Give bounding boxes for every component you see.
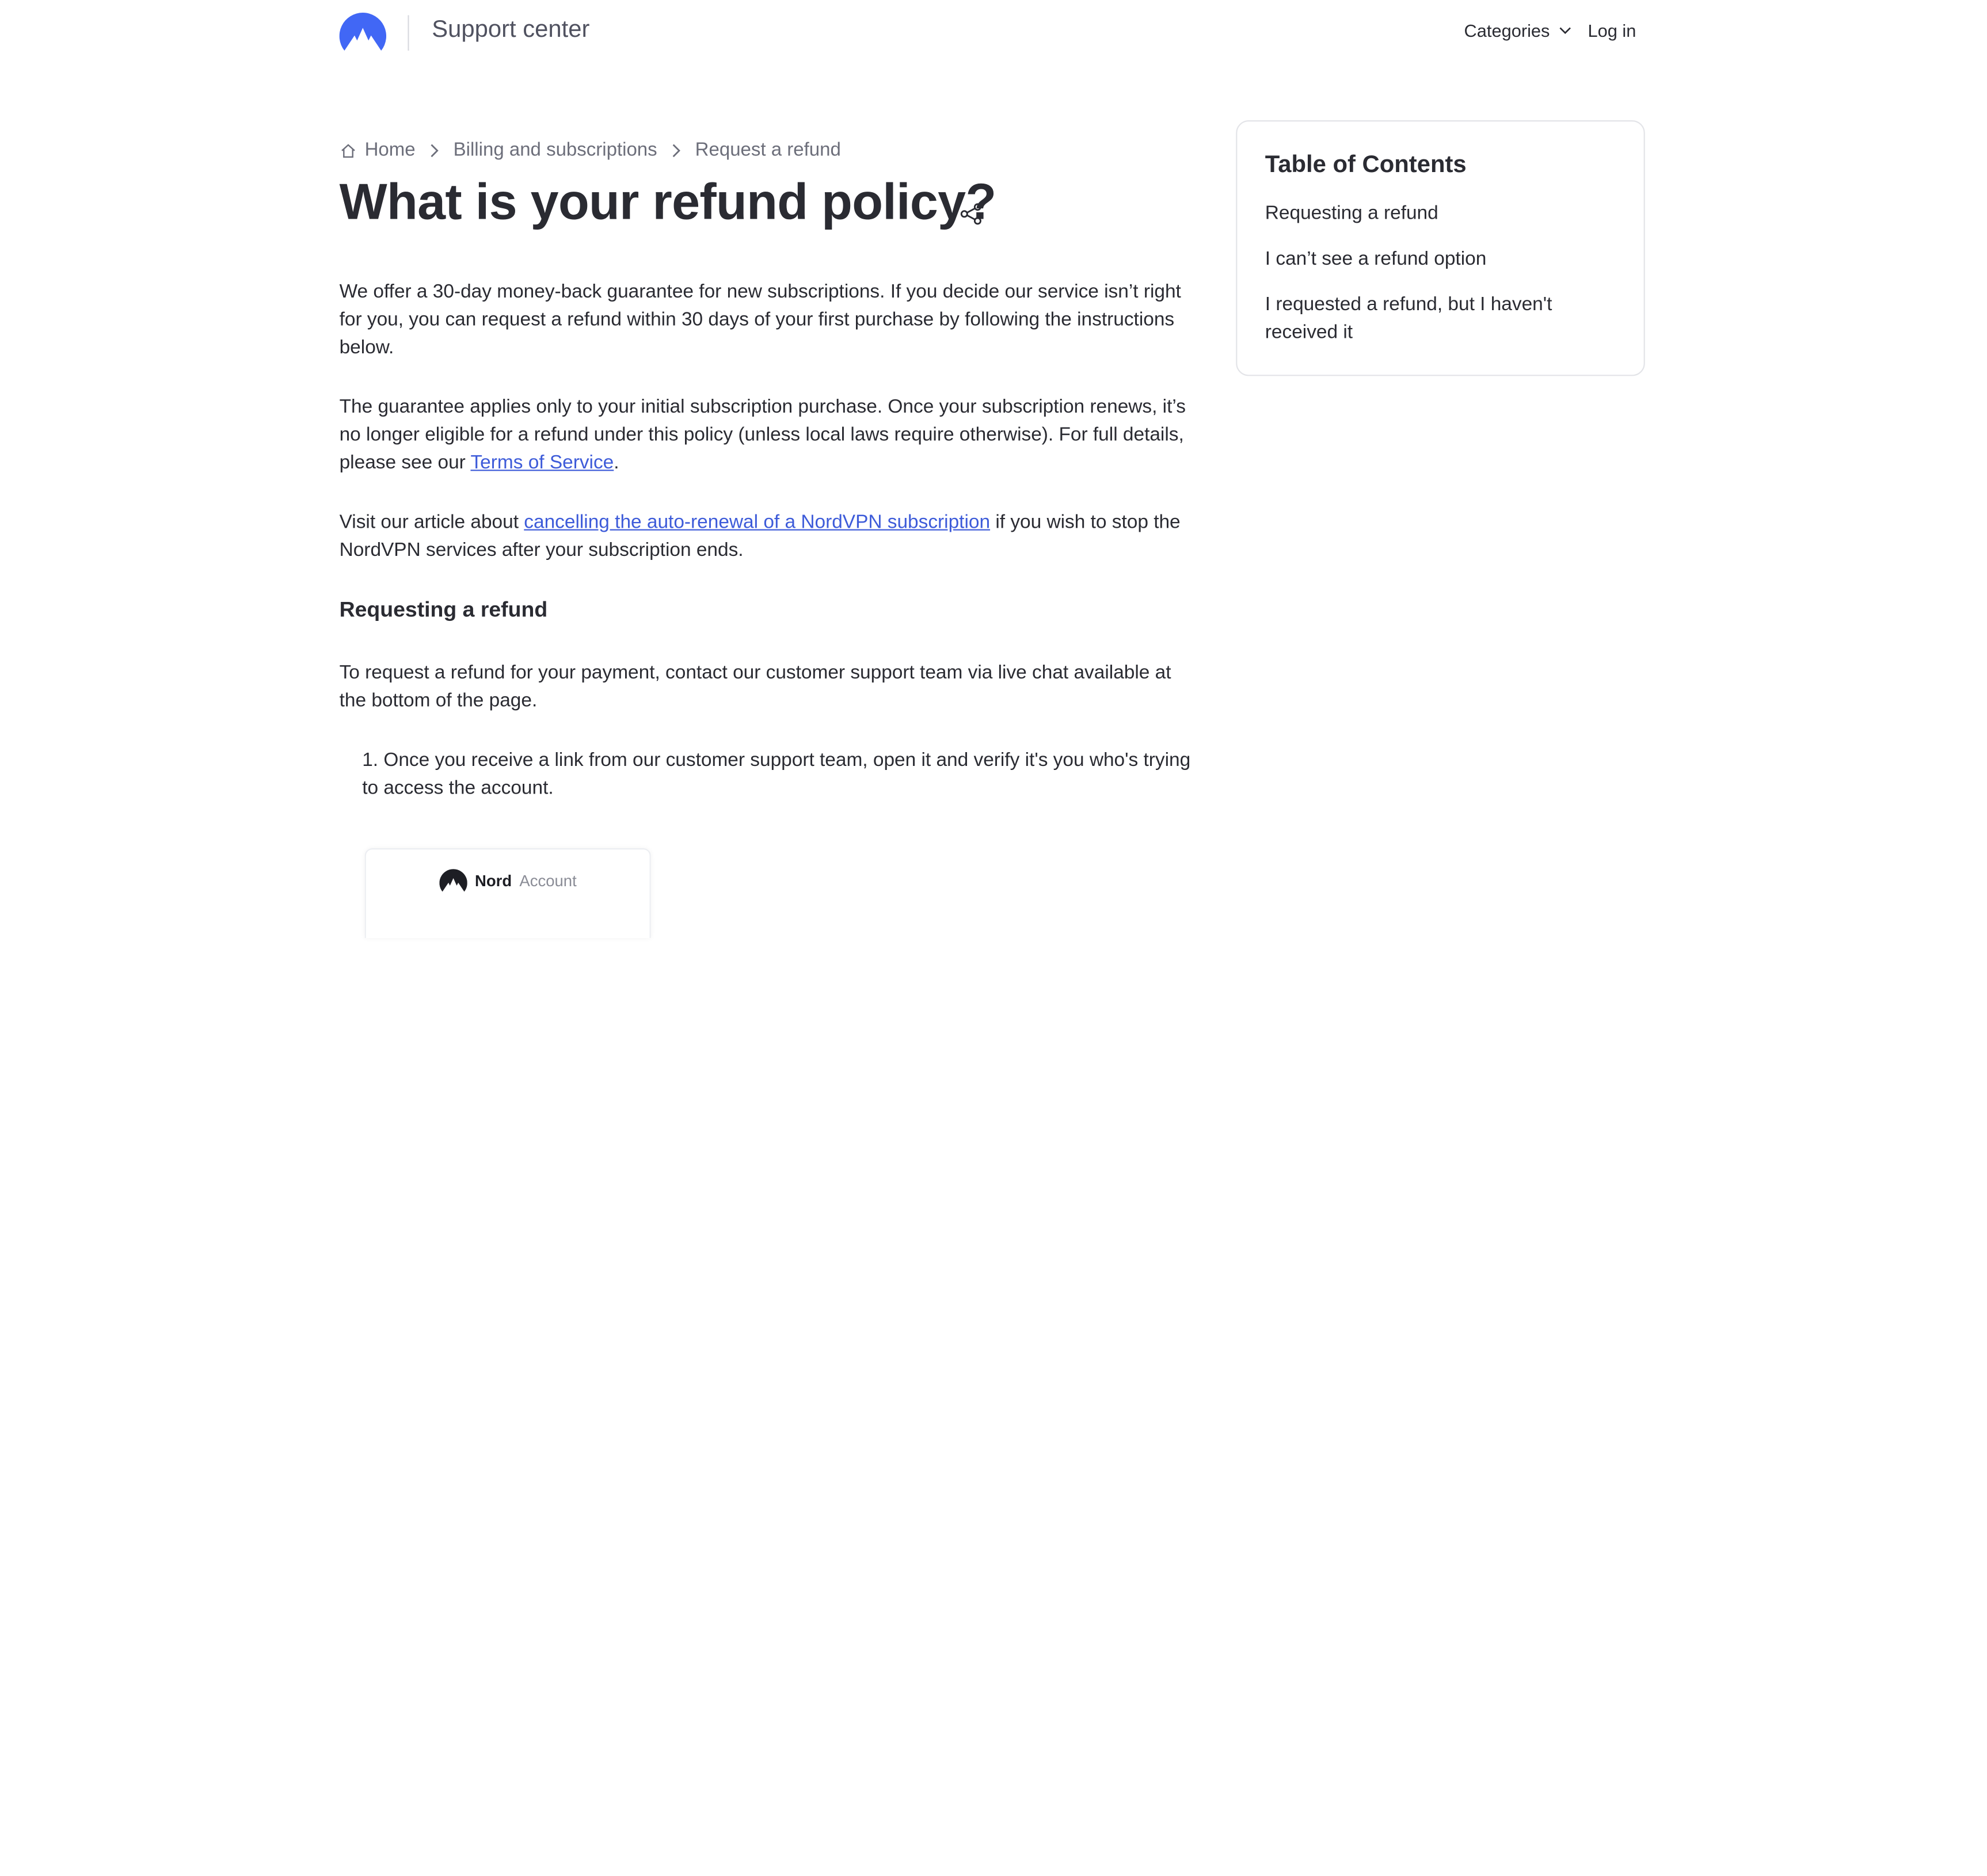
nord-account-screenshot bbox=[365, 848, 651, 938]
breadcrumb-billing[interactable]: Billing and subscriptions bbox=[453, 139, 657, 161]
breadcrumb-request-refund[interactable]: Request a refund bbox=[695, 139, 841, 161]
toc-item-refund-not-received[interactable]: I requested a refund, but I haven't received it bbox=[1265, 293, 1552, 344]
nord-logo-icon bbox=[439, 868, 467, 894]
brand-title[interactable]: Support center bbox=[432, 16, 590, 43]
toc-title: Table of Contents bbox=[1265, 152, 1467, 179]
nord-account-brand bbox=[439, 868, 576, 894]
nordvpn-logo-icon[interactable] bbox=[340, 13, 386, 53]
nord-product-text: Account bbox=[519, 872, 577, 890]
paragraph-cancel: Visit our article about cancelling the auto-renewal of a NordVPN subscription if you wish to stop the NordVPN services after your subscription ends. bbox=[339, 511, 1181, 561]
categories-label: Categories bbox=[1464, 20, 1550, 41]
header-divider bbox=[408, 15, 409, 51]
breadcrumb bbox=[340, 139, 841, 161]
cancel-auto-renewal-link[interactable]: cancelling the auto-renewal of a NordVPN subscription bbox=[524, 511, 991, 533]
breadcrumb-home[interactable]: Home bbox=[364, 139, 416, 161]
paragraph-terms: The guarantee applies only to your initial subscription purchase. Once your subscription renews, it’s no longer eligible for a refund under this policy (unless local laws require otherwise). For full details, please see our Terms of Service. bbox=[339, 396, 1186, 474]
home-icon bbox=[340, 141, 357, 159]
chevron-right-icon bbox=[667, 141, 685, 159]
login-link[interactable] bbox=[1588, 20, 1636, 40]
page-title: What is your refund policy? bbox=[339, 174, 996, 231]
nord-brand-text: Nord bbox=[475, 872, 512, 890]
header-nav bbox=[1464, 20, 1636, 40]
site-header bbox=[340, 0, 1646, 66]
chevron-down-icon bbox=[1558, 23, 1573, 38]
login-label: Log in bbox=[1588, 20, 1636, 41]
chevron-right-icon bbox=[425, 141, 443, 159]
step-1: 1. Once you receive a link from our customer support team, open it and verify it's you who's trying to access the account. bbox=[362, 749, 1191, 799]
terms-of-service-link[interactable]: Terms of Service bbox=[470, 452, 614, 474]
paragraph-guarantee: We offer a 30-day money-back guarantee for new subscriptions. If you decide our service isn’t right for you, you can request a refund within 30 days of your first purchase by following the instructions below. bbox=[339, 281, 1181, 359]
toc-item-no-refund-option[interactable]: I can’t see a refund option bbox=[1265, 248, 1487, 270]
article-body bbox=[340, 279, 1201, 834]
table-of-contents bbox=[1236, 120, 1645, 376]
categories-menu[interactable] bbox=[1464, 20, 1573, 40]
share-icon[interactable] bbox=[958, 201, 984, 227]
paragraph-contact-support: To request a refund for your payment, contact our customer support team via live chat available at the bottom of the page. bbox=[339, 662, 1171, 712]
section-heading-requesting-refund: Requesting a refund bbox=[339, 597, 548, 622]
toc-item-requesting-refund[interactable]: Requesting a refund bbox=[1265, 203, 1438, 224]
